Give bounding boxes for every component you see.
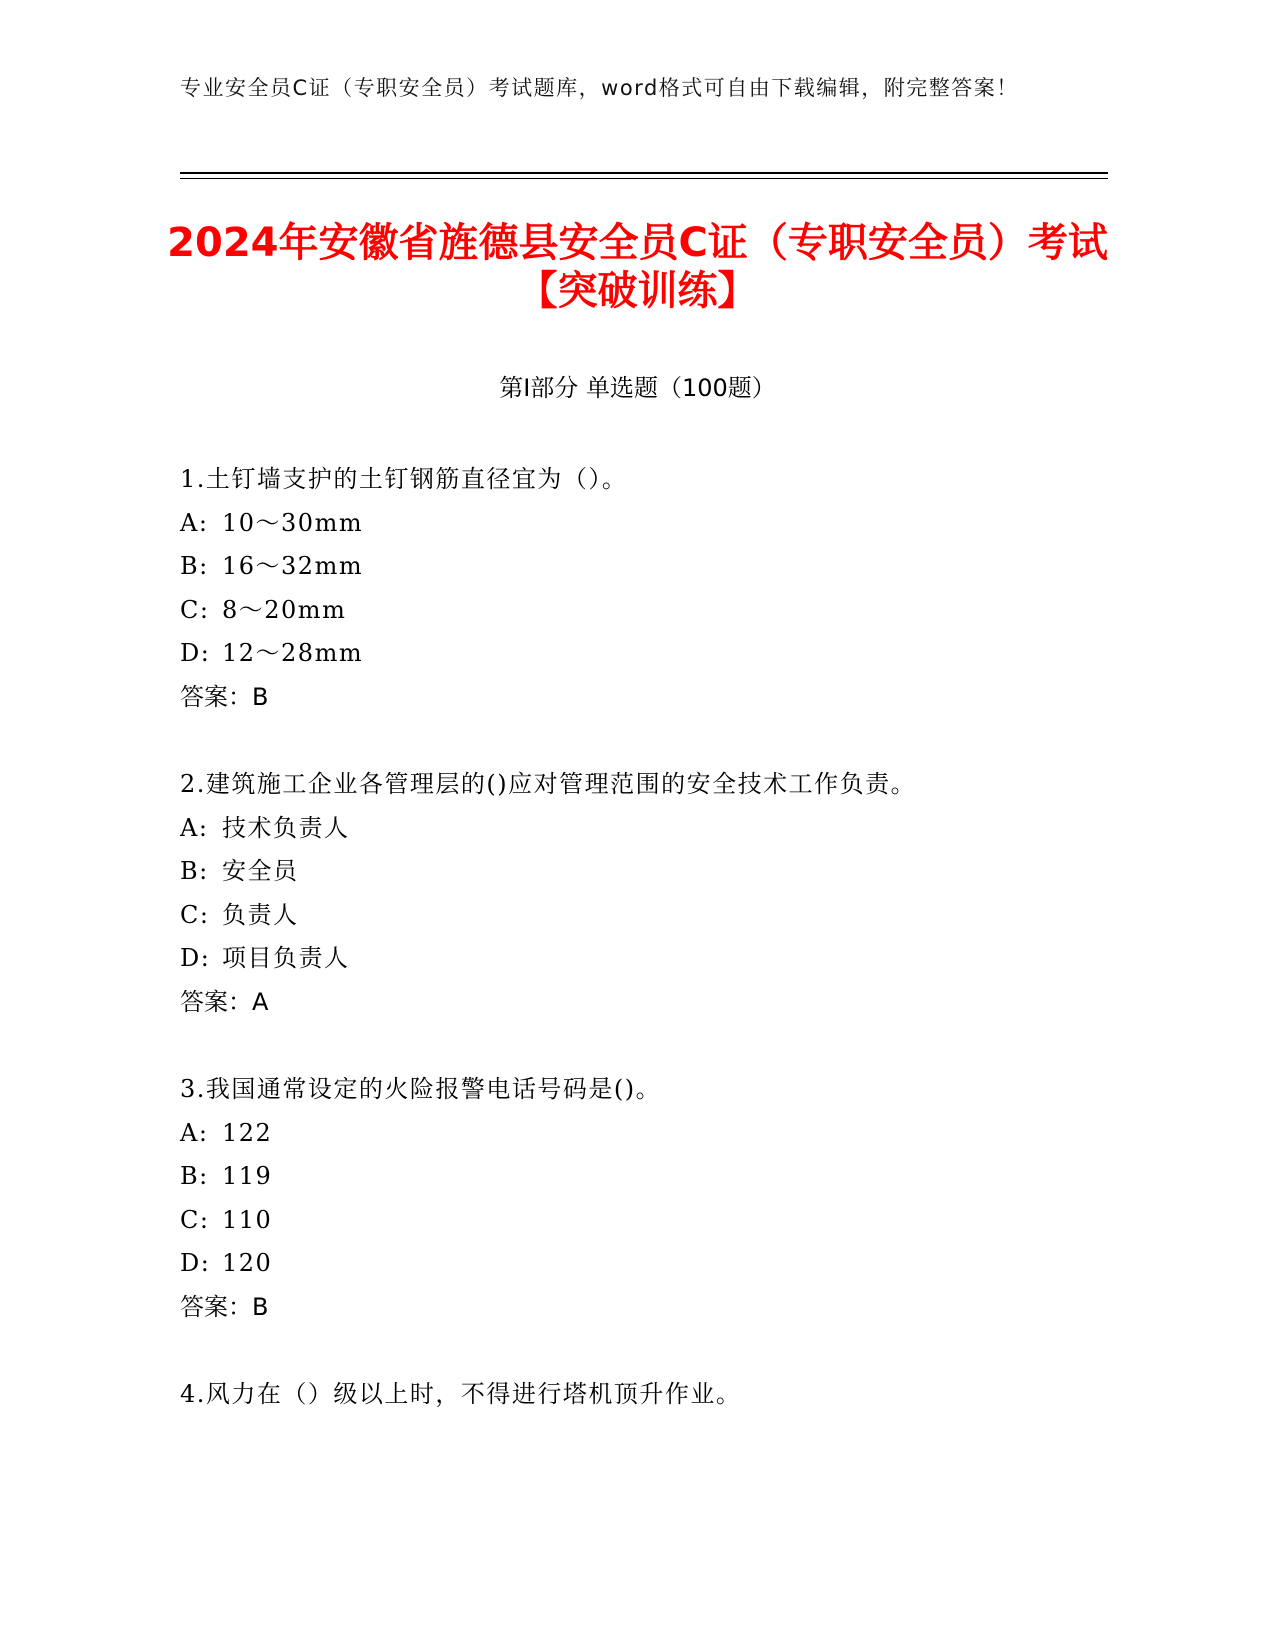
option-text: 项目负责人	[222, 944, 350, 972]
option-b	[180, 1155, 1130, 1199]
option-text: 8～20mm	[222, 595, 347, 624]
option-text: 119	[222, 1162, 273, 1190]
option-letter: B:	[180, 857, 209, 885]
option-letter: A:	[180, 508, 209, 537]
question-1	[180, 458, 1130, 719]
option-letter: C:	[180, 900, 210, 929]
option-letter: C:	[180, 595, 210, 624]
option-a	[180, 1112, 1130, 1156]
option-d	[180, 1242, 1130, 1286]
option-b	[180, 850, 1130, 894]
option-letter: D:	[180, 639, 211, 667]
option-text: 122	[222, 1118, 273, 1147]
option-text: 负责人	[222, 900, 299, 929]
option-c	[180, 894, 1130, 938]
option-letter: A:	[180, 1118, 209, 1147]
section-heading: 第I部分 单选题（100题）	[499, 374, 776, 402]
option-a	[180, 502, 1130, 546]
option-text: 10～30mm	[222, 508, 364, 537]
option-text: 安全员	[222, 857, 299, 885]
option-c	[180, 589, 1130, 633]
question-stem: 4.风力在（）级以上时，不得进行塔机顶升作业。	[180, 1380, 742, 1408]
question-stem: 2.建筑施工企业各管理层的()应对管理范围的安全技术工作负责。	[180, 770, 917, 798]
option-d	[180, 937, 1130, 981]
question-3	[180, 1068, 1130, 1329]
document-title: 2024年安徽省旌德县安全员C证（专职安全员）考试【突破训练】	[167, 220, 1108, 314]
option-text: 12～28mm	[222, 639, 364, 667]
option-letter: A:	[180, 813, 209, 842]
option-text: 120	[222, 1249, 273, 1277]
question-stem: 3.我国通常设定的火险报警电话号码是()。	[180, 1075, 662, 1103]
option-text: 技术负责人	[222, 813, 350, 842]
answer: 答案：B	[180, 682, 269, 711]
answer: 答案：B	[180, 1292, 269, 1321]
option-text: 110	[222, 1205, 273, 1234]
question-4	[180, 1373, 1130, 1417]
question-2	[180, 763, 1130, 1024]
option-a	[180, 807, 1130, 851]
option-letter: D:	[180, 944, 211, 972]
option-c	[180, 1199, 1130, 1243]
header-note: 专业安全员C证（专职安全员）考试题库，word格式可自由下载编辑，附完整答案！	[180, 76, 1019, 100]
header-divider-thick	[180, 172, 1108, 174]
question-stem: 1.土钉墙支护的土钉钢筋直径宜为（）。	[180, 465, 628, 493]
option-letter: D:	[180, 1249, 211, 1277]
answer: 答案：A	[180, 987, 269, 1016]
option-text: 16～32mm	[222, 552, 364, 580]
option-letter: C:	[180, 1205, 210, 1234]
option-letter: B:	[180, 1162, 209, 1190]
option-d	[180, 632, 1130, 676]
option-b	[180, 545, 1130, 589]
option-letter: B:	[180, 552, 209, 580]
header-divider-thin	[180, 178, 1108, 179]
